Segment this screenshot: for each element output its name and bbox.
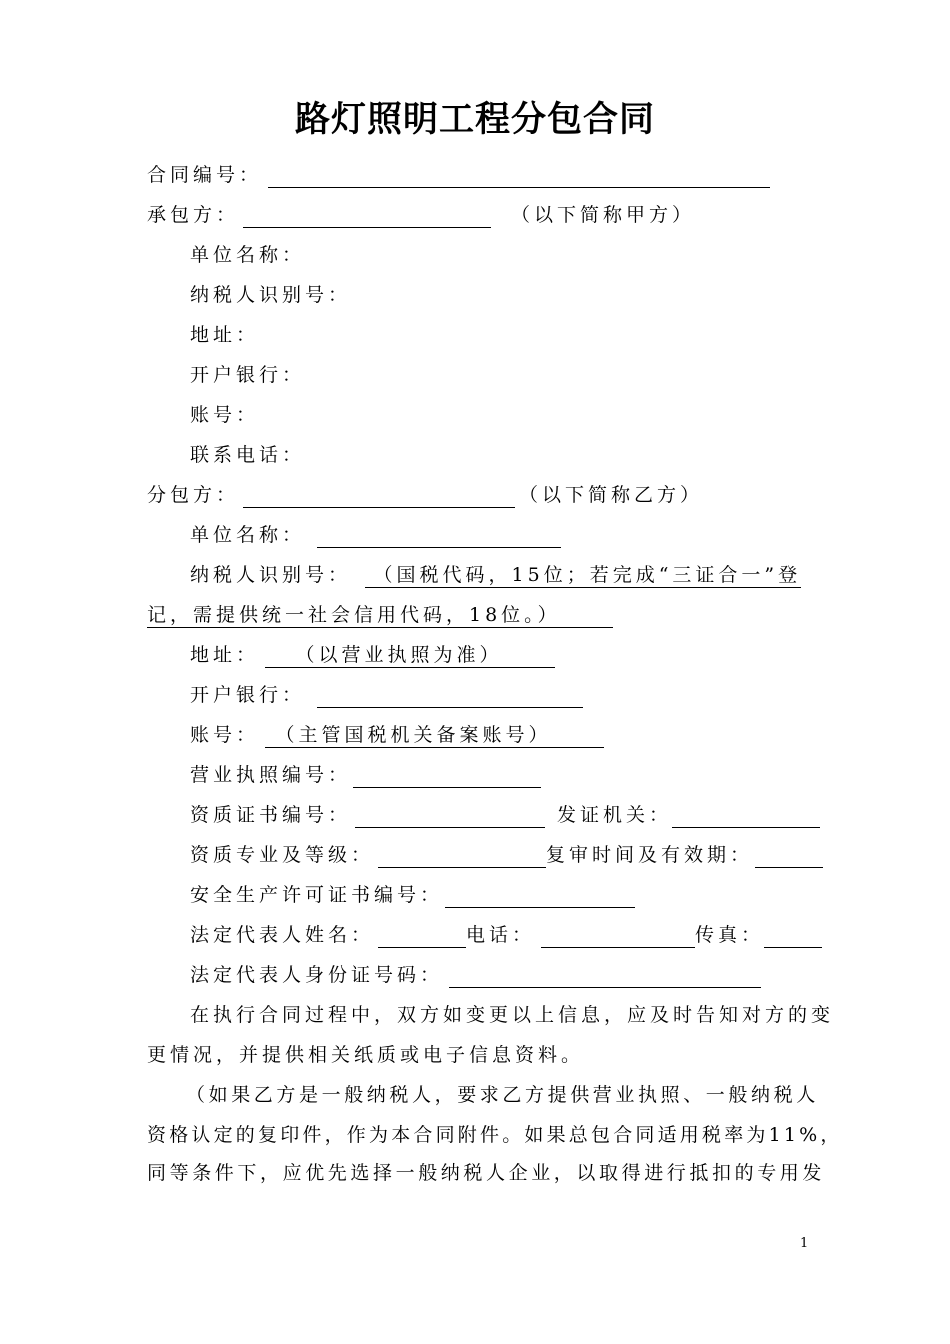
party-a-address-label: 地址： [190,324,260,346]
party-b-qual-level-row [190,842,823,868]
party-b-label: 分包方： [147,484,240,506]
party-b-note: （以下简称乙方） [519,484,704,506]
party-b-taxpayer-label: 纳税人识别号： [190,564,352,586]
party-b-license-label: 营业执照编号： [190,764,352,786]
contract-number-blank[interactable] [268,165,770,188]
party-a-phone-label: 联系电话： [190,444,306,466]
party-b-legal-id-label: 法定代表人身份证号码： [190,964,444,986]
party-b-review-blank[interactable] [755,845,823,868]
party-b-legal-name-label: 法定代表人姓名： [190,924,375,946]
party-a-blank[interactable] [243,205,491,228]
party-b-safety-blank[interactable] [445,885,635,908]
party-a-row [147,202,695,228]
contract-number-row [147,162,770,188]
party-b-bank-blank[interactable] [317,685,583,708]
party-b-taxpayer-row-2 [147,602,613,628]
party-b-row [147,482,703,508]
party-b-legal-rep-row [190,922,822,948]
party-b-blank[interactable] [243,485,515,508]
party-b-legal-name-blank[interactable] [378,925,466,948]
party-b-license-blank[interactable] [353,765,541,788]
party-b-issuer-blank[interactable] [672,805,820,828]
party-b-qual-cert-row [190,802,820,828]
party-b-safety-label: 安全生产许可证书编号： [190,884,444,906]
party-b-address-label: 地址： [190,644,260,666]
paragraph-2-line-1: （如果乙方是一般纳税人，要求乙方提供营业执照、一般纳税人 [186,1084,819,1106]
party-a-unit-name-label: 单位名称： [190,244,306,266]
party-b-review-label: 复审时间及有效期： [546,844,754,866]
party-b-fax-label: 传真： [695,924,765,946]
party-a-taxpayer-label: 纳税人识别号： [190,284,352,306]
paragraph-1-line-1: 在执行合同过程中，双方如变更以上信息，应及时告知对方的变 [190,1004,835,1026]
party-b-qual-cert-label: 资质证书编号： [190,804,352,826]
page-title: 路灯照明工程分包合同 [294,100,655,140]
party-b-taxpayer-row [190,562,801,588]
party-b-qual-level-blank[interactable] [378,845,546,868]
party-b-bank-label: 开户银行： [190,684,306,706]
party-b-unit-name-row [190,522,561,548]
party-b-legal-id-blank[interactable] [449,965,761,988]
party-b-taxpayer-hint-1[interactable]: （国税代码，15位；若完成“三证合一”登 [365,564,801,588]
contract-number-label: 合同编号： [147,164,263,186]
party-b-phone-blank[interactable] [541,925,695,948]
page-number: 1 [800,1236,809,1251]
paragraph-2-line-3: 同等条件下，应优先选择一般纳税人企业，以取得进行抵扣的专用发 [147,1162,826,1184]
paragraph-2-line-2: 资格认定的复印件，作为本合同附件。如果总包合同适用税率为11%， [147,1124,843,1146]
party-b-taxpayer-hint-2[interactable]: 记，需提供统一社会信用代码，18位。） [147,604,613,628]
party-b-license-row [190,762,541,788]
party-b-account-hint[interactable]: （主管国税机关备案账号） [265,724,604,748]
party-b-issuer-label: 发证机关： [557,804,673,826]
party-a-bank-label: 开户银行： [190,364,306,386]
party-a-note: （以下简称甲方） [511,204,696,226]
party-b-phone-label: 电话： [466,924,536,946]
party-b-address-row [190,642,555,668]
party-b-unit-name-blank[interactable] [317,525,561,548]
party-b-account-label: 账号： [190,724,260,746]
paragraph-1-line-2: 更情况，并提供相关纸质或电子信息资料。 [147,1044,585,1066]
party-b-safety-row [190,882,635,908]
party-b-qual-cert-blank[interactable] [355,805,545,828]
party-b-legal-id-row [190,962,761,988]
party-b-fax-blank[interactable] [764,925,822,948]
party-b-address-hint[interactable]: （以营业执照为准） [265,644,555,668]
party-b-bank-row [190,682,583,708]
party-a-label: 承包方： [147,204,240,226]
party-a-account-label: 账号： [190,404,260,426]
party-b-account-row [190,722,604,748]
party-b-qual-level-label: 资质专业及等级： [190,844,375,866]
party-b-unit-name-label: 单位名称： [190,524,306,546]
